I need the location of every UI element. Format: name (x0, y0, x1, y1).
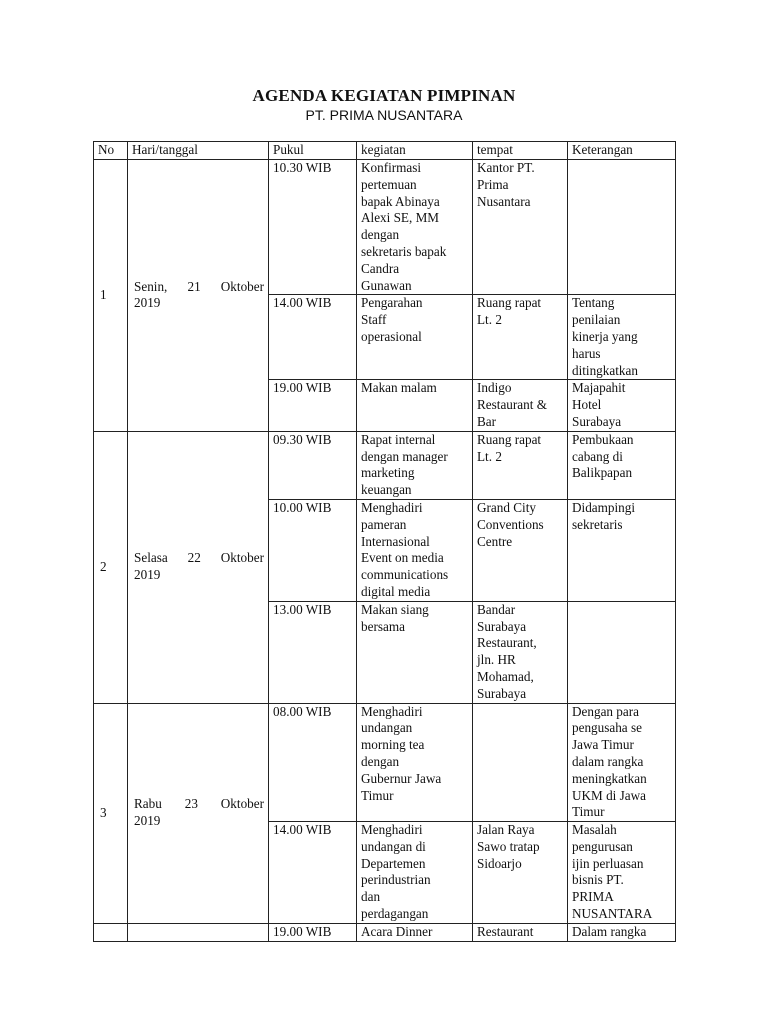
header-activity: kegiatan (357, 142, 473, 160)
notes-cell (568, 160, 676, 295)
document-title: AGENDA KEGIATAN PIMPINAN (252, 86, 516, 105)
place-cell: Grand City Conventions Centre (473, 499, 568, 601)
notes-cell: Masalah pengurusan ijin perluasan bisnis PT. PRIMA NUSANTARA (568, 822, 676, 924)
place-cell: Indigo Restaurant & Bar (473, 380, 568, 431)
notes-cell (568, 601, 676, 703)
year: 2019 (134, 567, 161, 583)
day-number: 2 (94, 431, 128, 703)
place-cell: Ruang rapat Lt. 2 (473, 431, 568, 499)
activity-cell: Konfirmasi pertemuan bapak Abinaya Alexi SE, MM dengan sekretaris bapak Candra Gunawan (357, 160, 473, 295)
time-cell: 19.00 WIB (269, 380, 357, 431)
time-cell: 10.00 WIB (269, 499, 357, 601)
header-notes: Keterangan (568, 142, 676, 160)
month-name: Oktober (220, 796, 264, 812)
table-row (94, 703, 676, 822)
day-date (128, 703, 269, 923)
time-cell: 14.00 WIB (269, 295, 357, 380)
day-number (94, 923, 128, 941)
place-cell: Kantor PT. Prima Nusantara (473, 160, 568, 295)
place-cell: Bandar Surabaya Restaurant, jln. HR Mohamad, Surabaya (473, 601, 568, 703)
time-cell: 10.30 WIB (269, 160, 357, 295)
activity-cell: Menghadiri undangan di Departemen perindustrian dan perdagangan (357, 822, 473, 924)
activity-cell: Menghadiri pameran Internasional Event on media communications digital media (357, 499, 473, 601)
day-number: 1 (94, 160, 128, 432)
time-cell: 13.00 WIB (269, 601, 357, 703)
notes-cell: Didampingi sekretaris (568, 499, 676, 601)
notes-cell: Dalam rangka (568, 923, 676, 941)
table-row (94, 431, 676, 499)
header-no: No (94, 142, 128, 160)
activity-cell: Rapat internal dengan manager marketing keuangan (357, 431, 473, 499)
day-date (128, 923, 269, 941)
table-header-row (94, 142, 676, 160)
activity-cell: Pengarahan Staff operasional (357, 295, 473, 380)
day-date (128, 160, 269, 432)
day-of-month: 23 (184, 796, 198, 812)
header-place: tempat (473, 142, 568, 160)
document-subtitle: PT. PRIMA NUSANTARA (305, 107, 463, 123)
day-name: Senin, (134, 278, 168, 294)
time-cell: 19.00 WIB (269, 923, 357, 941)
header-date: Hari/tanggal (128, 142, 269, 160)
notes-cell: Majapahit Hotel Surabaya (568, 380, 676, 431)
time-cell: 08.00 WIB (269, 703, 357, 822)
header-time: Pukul (269, 142, 357, 160)
activity-cell: Makan malam (357, 380, 473, 431)
year: 2019 (134, 813, 161, 829)
place-cell: Ruang rapat Lt. 2 (473, 295, 568, 380)
agenda-table (93, 141, 676, 942)
time-cell: 14.00 WIB (269, 822, 357, 924)
time-cell: 09.30 WIB (269, 431, 357, 499)
place-cell: Restaurant (473, 923, 568, 941)
place-cell: Jalan Raya Sawo tratap Sidoarjo (473, 822, 568, 924)
year: 2019 (134, 295, 161, 311)
notes-cell: Tentang penilaian kinerja yang harus ditingkatkan (568, 295, 676, 380)
day-date (128, 431, 269, 703)
day-of-month: 21 (187, 278, 201, 294)
day-of-month: 22 (187, 550, 201, 566)
table-row (94, 160, 676, 295)
notes-cell: Pembukaan cabang di Balikpapan (568, 431, 676, 499)
month-name: Oktober (220, 550, 264, 566)
day-name: Selasa (134, 550, 168, 566)
day-number: 3 (94, 703, 128, 923)
activity-cell: Menghadiri undangan morning tea dengan Gubernur Jawa Timur (357, 703, 473, 822)
notes-cell: Dengan para pengusaha se Jawa Timur dalam rangka meningkatkan UKM di Jawa Timur (568, 703, 676, 822)
day-name: Rabu (134, 796, 162, 812)
activity-cell: Makan siang bersama (357, 601, 473, 703)
place-cell (473, 703, 568, 822)
activity-cell: Acara Dinner (357, 923, 473, 941)
month-name: Oktober (220, 278, 264, 294)
table-row (94, 923, 676, 941)
